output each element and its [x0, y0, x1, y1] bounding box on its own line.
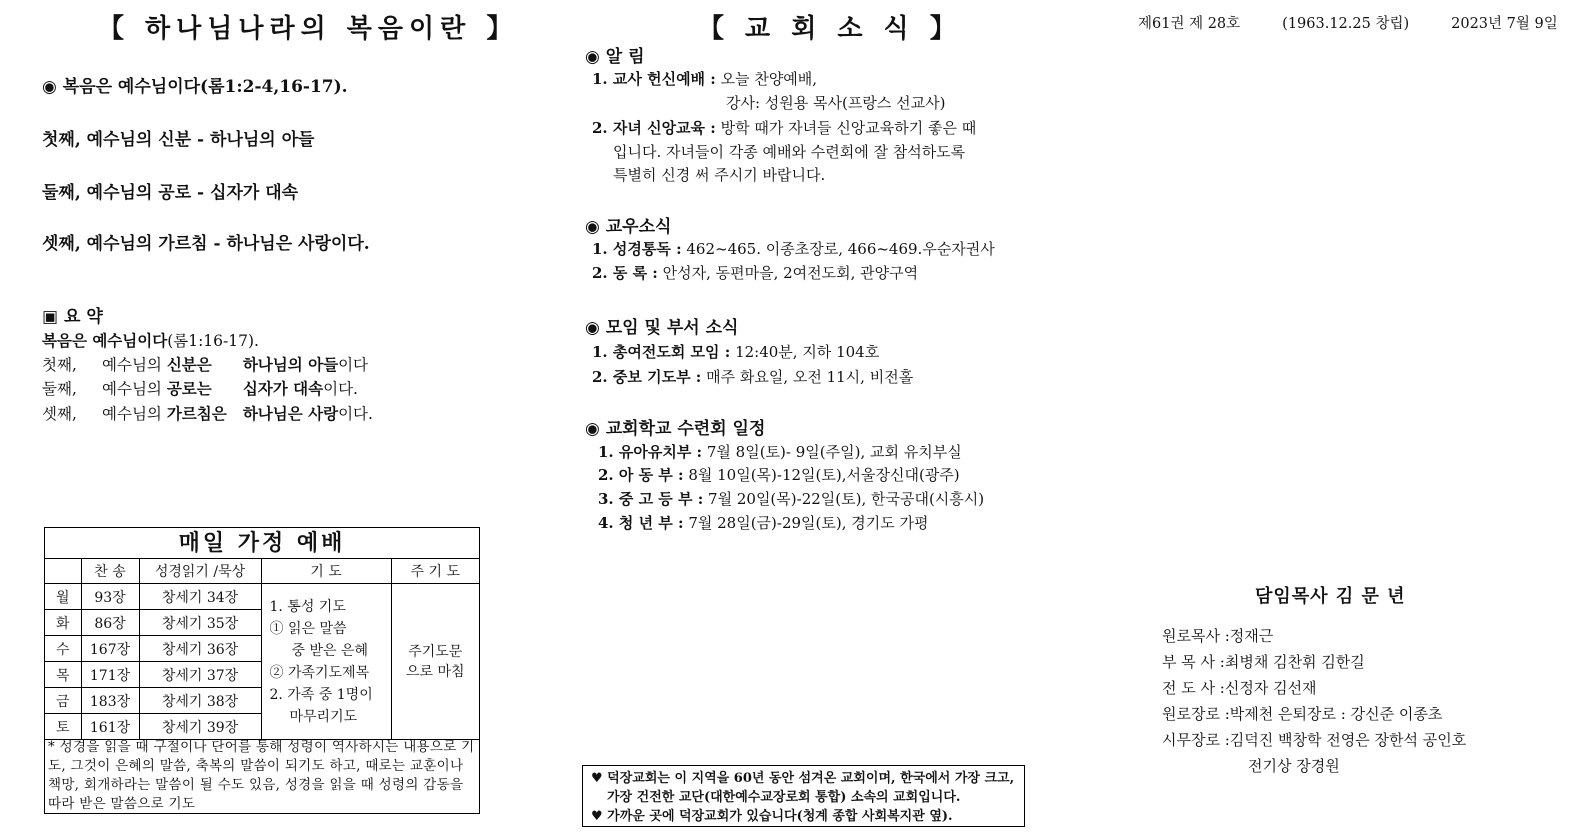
summary-row-suffix: 이다 [338, 356, 369, 374]
left-column-title: 【 하나님나라의 복음이란 】 [98, 14, 519, 44]
retreat-key: 1. 유아유치부 : [598, 443, 703, 461]
retreat-key: 4. 청 년 부 : [598, 514, 684, 532]
summary-row-3 [42, 402, 373, 424]
retreat-text: 7월 20일(목)-22일(토), 한국공대(시흥시) [703, 490, 985, 508]
church-news-title: 【 교 회 소 식 】 [698, 14, 962, 44]
member-news-1 [592, 238, 995, 259]
member-text: 안성자, 동편마을, 2여전도회, 관양구역 [657, 264, 919, 282]
lords-prayer-line: 주기도문 [408, 643, 463, 660]
prayer-line: 1. 통성 기도 [269, 598, 346, 615]
reading-cell: 창세기 39장 [139, 714, 261, 740]
reading-cell: 창세기 34장 [139, 584, 261, 610]
gospel-point-3: 셋째, 예수님의 가르침 - 하나님은 사랑이다. [42, 234, 370, 254]
prayer-cell [261, 584, 391, 740]
summary-row-1 [42, 353, 368, 375]
notice-key: 2. 자녀 신앙교육 : [592, 119, 716, 137]
retreat-item-3 [598, 488, 984, 509]
member-news-2 [592, 262, 918, 283]
retreat-item-2 [598, 464, 960, 485]
summary-row-ordinal: 셋째, [42, 405, 77, 423]
notice-key: 1. 교사 헌신예배 : [592, 70, 716, 88]
notice-item-2 [592, 117, 976, 138]
meeting-text: 매주 화요일, 오전 11시, 비전홀 [701, 368, 914, 386]
meeting-key: 1. 총여전도회 모임 : [592, 343, 731, 361]
worship-note: * 성경을 읽을 때 구절이나 단어를 통해 성령이 역사하시는 내용으로 기도, 그것이 은혜의 말씀, 축복의 말씀이 되기도 하고, 때로는 교훈이나 책망, 회개하라는 말씀이 될 수도 있음, 성경을 읽을 때 성령의 감동을 따라 받은 말씀으로 기도 [48, 739, 475, 812]
day-cell: 금 [45, 688, 81, 714]
summary-row-2 [42, 377, 358, 399]
church-location-line: ♥ 가까운 곳에 덕장교회가 있습니다(청계 종합 사회복지관 옆). [591, 809, 953, 824]
summary-row-subject: 가르침은 [166, 404, 227, 423]
notice-item-2-cont: 특별히 신경 써 주시기 바랍니다. [613, 166, 826, 184]
issue-info [1138, 12, 1558, 33]
notice-item-1-cont: 강사: 성원용 목사(프랑스 선교사) [726, 94, 946, 112]
summary-line-1 [42, 329, 259, 351]
staff-names: 최병채 김찬휘 김한길 [1224, 653, 1365, 671]
prayer-line: ① 읽은 말씀 [269, 620, 347, 637]
church-intro-line: 가장 건전한 교단(대한예수교장로회 통합) 소속의 교회입니다. [607, 790, 961, 805]
summary-row-predicate: 하나님의 아들 [242, 355, 339, 374]
hymn-cell: 167장 [81, 636, 139, 662]
day-cell: 토 [45, 714, 81, 740]
meeting-text: 12:40분, 지하 104호 [730, 343, 880, 361]
staff-row [1162, 677, 1317, 698]
retreat-key: 2. 아 동 부 : [598, 466, 684, 484]
summary-line-1-ref: (롬1:16-17). [167, 332, 259, 350]
reading-cell: 창세기 38장 [139, 688, 261, 714]
retreat-text: 7월 28일(금)-29일(토), 경기도 가평 [683, 514, 929, 532]
section-announcements-heading: ◉ 알 림 [585, 47, 645, 67]
church-intro-line: ♥ 덕장교회는 이 지역을 60년 동안 섬겨온 교회이며, 한국에서 가장 크고, [591, 771, 1015, 786]
reading-cell: 창세기 36장 [139, 636, 261, 662]
staff-label: 전 도 사 : [1162, 679, 1225, 697]
prayer-line: 마무리기도 [289, 708, 358, 725]
table-header-row [45, 558, 479, 584]
notice-item-1 [592, 68, 817, 89]
table-row [45, 584, 479, 610]
staff-label: 시무장로 : [1162, 731, 1230, 749]
meeting-item-1 [592, 341, 879, 362]
summary-row-suffix: 이다. [338, 405, 373, 423]
summary-row-suffix: 이다. [323, 380, 358, 398]
senior-pastor: 담임목사 김 문 년 [1255, 586, 1406, 607]
retreat-text: 7월 8일(토)- 9일(주일), 교회 유치부실 [702, 443, 962, 461]
reading-cell: 창세기 37장 [139, 662, 261, 688]
notice-item-2-cont: 입니다. 자녀들이 각종 예배와 수련회에 잘 참석하도록 [613, 143, 966, 161]
staff-label: 부 목 사 : [1162, 653, 1225, 671]
prayer-line: ② 가족기도제목 [269, 664, 370, 681]
summary-row-prefix: 예수님의 [102, 356, 167, 374]
retreat-item-1 [598, 441, 962, 462]
hymn-cell: 161장 [81, 714, 139, 740]
member-key: 2. 동 록 : [592, 264, 658, 282]
member-key: 1. 성경통독 : [592, 240, 682, 258]
staff-row [1162, 651, 1365, 672]
hymn-cell: 93장 [81, 584, 139, 610]
staff-row [1162, 729, 1466, 750]
retreat-text: 8월 10일(목)-12일(토),서울장신대(광주) [683, 466, 960, 484]
reading-cell: 창세기 35장 [139, 610, 261, 636]
retreat-key: 3. 중 고 등 부 : [598, 490, 704, 508]
summary-row-predicate: 하나님은 사랑 [242, 404, 339, 423]
summary-row-subject: 신분은 [166, 355, 212, 374]
staff-names: 김덕진 백창학 전영은 장한석 공인호 [1229, 731, 1467, 749]
header-hymn: 찬 송 [81, 558, 139, 584]
gospel-point-2: 둘째, 예수님의 공로 - 십자가 대속 [42, 183, 299, 203]
member-text: 462~465. 이종초장로, 466~469.우순자권사 [681, 240, 995, 258]
meeting-key: 2. 중보 기도부 : [592, 368, 702, 386]
day-cell: 월 [45, 584, 81, 610]
staff-label: 원로장로 : [1162, 705, 1230, 723]
worship-title: 매일 가정 예배 [45, 528, 479, 559]
notice-text: 방학 때가 자녀들 신앙교육하기 좋은 때 [715, 119, 977, 137]
summary-row-ordinal: 둘째, [42, 380, 77, 398]
hymn-cell: 183장 [81, 688, 139, 714]
staff-names: 박제천 은퇴장로 : 강신준 이종초 [1229, 705, 1443, 723]
worship-table [45, 558, 479, 740]
staff-row [1162, 703, 1442, 724]
staff-names: 정재근 [1229, 627, 1274, 645]
summary-row-prefix: 예수님의 [102, 405, 167, 423]
summary-row-ordinal: 첫째, [42, 356, 77, 374]
section-members-heading: ◉ 교우소식 [585, 217, 672, 237]
daily-family-worship-box [44, 527, 480, 814]
summary-row-prefix: 예수님의 [102, 380, 167, 398]
section-retreat-heading: ◉ 교회학교 수련회 일정 [585, 419, 766, 439]
meeting-item-2 [592, 366, 913, 387]
hymn-cell: 86장 [81, 610, 139, 636]
church-intro-notice-box [582, 765, 1025, 827]
section-meetings-heading: ◉ 모임 및 부서 소식 [585, 318, 739, 338]
day-cell: 목 [45, 662, 81, 688]
header-prayer: 기 도 [261, 558, 391, 584]
hymn-cell: 171장 [81, 662, 139, 688]
issue-date: 2023년 7월 9일 [1451, 16, 1558, 32]
volume-number: 제61권 제 28호 [1138, 16, 1241, 32]
summary-heading: ▣ 요 약 [42, 307, 103, 327]
lords-prayer-line: 으로 마침 [405, 663, 465, 680]
header-reading: 성경읽기 /묵상 [139, 558, 261, 584]
prayer-line: 2. 가족 중 1명이 [269, 686, 373, 703]
lords-prayer-cell [391, 584, 479, 740]
staff-label: 원로목사 : [1162, 627, 1230, 645]
header-day [45, 558, 81, 584]
gospel-point-1: 첫째, 예수님의 신분 - 하나님의 아들 [42, 130, 315, 150]
gospel-main-heading: ◉ 복음은 예수님이다(롬1:2-4,16-17). [42, 77, 348, 97]
header-lords-prayer: 주 기 도 [391, 558, 479, 584]
prayer-line: 중 받은 은혜 [291, 642, 369, 659]
notice-text: 오늘 찬양예배, [715, 70, 818, 88]
summary-line-1-bold: 복음은 예수님이다 [42, 331, 168, 350]
staff-row [1162, 625, 1273, 646]
founded-date: (1963.12.25 창립) [1282, 16, 1410, 32]
day-cell: 수 [45, 636, 81, 662]
day-cell: 화 [45, 610, 81, 636]
summary-row-predicate: 십자가 대속 [242, 379, 324, 398]
staff-row-cont: 전기상 장경원 [1248, 757, 1340, 775]
retreat-item-4 [598, 512, 929, 533]
summary-row-subject: 공로는 [166, 379, 212, 398]
staff-names: 신정자 김선재 [1224, 679, 1317, 697]
